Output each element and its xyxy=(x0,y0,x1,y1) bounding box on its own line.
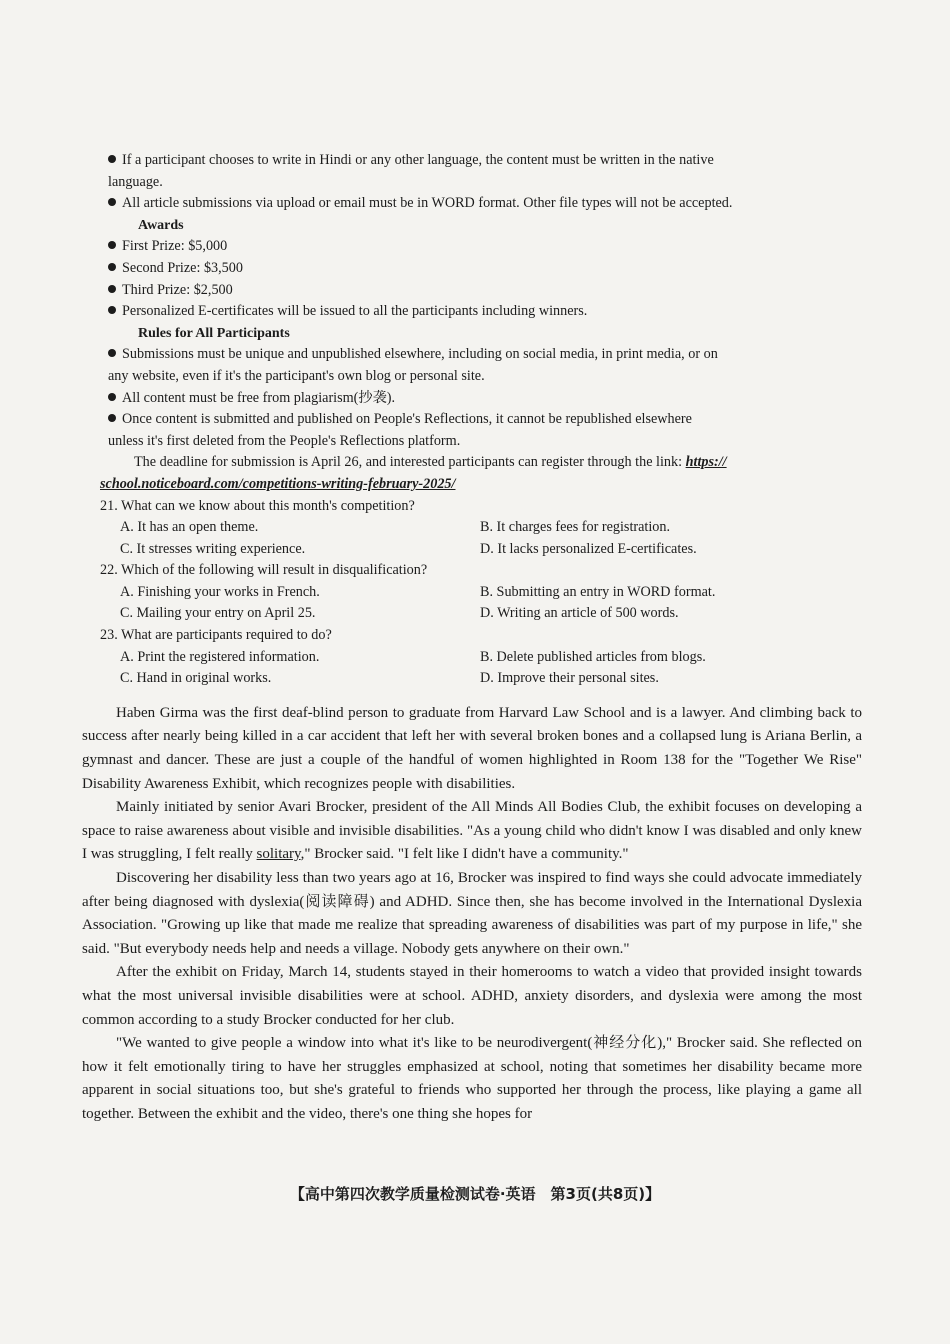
bullet-icon xyxy=(108,241,116,249)
register-link-part2[interactable]: school.noticeboard.com/competitions-writing-february-2025/ xyxy=(100,475,456,492)
option-23a: A. Print the registered information. xyxy=(120,648,320,665)
bullet-icon xyxy=(108,263,116,271)
deadline-link-line xyxy=(82,474,862,496)
passage-paragraph-2: Mainly initiated by senior Avari Brocker, president of the All Minds All Bodies Club, the exhibit focuses on developing a space to raise awareness about visible and invisible disabilities. "As a young child who didn't know I was disabled and only knew I was struggling, I felt really solitary," Brocker said. "I felt like I didn't have a community." xyxy=(82,799,862,863)
bullet-icon xyxy=(108,306,116,314)
option-22a: A. Finishing your works in French. xyxy=(120,583,320,600)
rule-republish: Once content is submitted and published on People's Reflections, it cannot be republished elsewhere xyxy=(82,409,862,431)
bullet-icon xyxy=(108,414,116,422)
passage-paragraph-4: After the exhibit on Friday, March 14, students stayed in their homerooms to watch a video that provided insight towards what the most universal invisible disabilities were at school. ADHD, anxiety disorders, and dyslexia were among the most common according to a study Brocker conducted for her club. xyxy=(82,964,862,1028)
reading-passage xyxy=(82,702,862,1127)
rule-plagiarism: All content must be free from plagiarism(抄袭). xyxy=(82,388,862,410)
rules-heading: Rules for All Participants xyxy=(138,325,290,341)
passage-paragraph-1: Haben Girma was the first deaf-blind person to graduate from Harvard Law School and is a lawyer. And climbing back to success after nearly being killed in a car accident that left her with several broken bones and a collapsed lung is Ariana Berlin, a gymnast and dancer. These are just a couple of the handful of women highlighted in Room 138 for the "Together We Rise" Disability Awareness Exhibit, which recognizes people with disabilities. xyxy=(82,704,862,792)
option-21d: D. It lacks personalized E-certificates. xyxy=(480,540,697,557)
rule-language-cont: language. xyxy=(108,173,163,190)
rule-format: All article submissions via upload or email must be in WORD format. Other file types will not be accepted. xyxy=(82,193,862,215)
page-content xyxy=(82,150,862,1127)
rule-language: If a participant chooses to write in Hindi or any other language, the content must be written in the native xyxy=(82,150,862,172)
option-23d: D. Improve their personal sites. xyxy=(480,670,659,687)
option-22b: B. Submitting an entry in WORD format. xyxy=(480,583,716,600)
question-21-options xyxy=(82,517,862,560)
rule-unique: Submissions must be unique and unpublished elsewhere, including on social media, in print media, or on xyxy=(82,344,862,366)
awards-heading: Awards xyxy=(138,217,184,233)
deadline-line: The deadline for submission is April 26, and interested participants can register through the link: https:// xyxy=(134,454,727,471)
underlined-word: solitary xyxy=(256,846,301,863)
option-22d: D. Writing an article of 500 words. xyxy=(480,605,679,622)
rule-republish-cont: unless it's first deleted from the People's Reflections platform. xyxy=(108,432,461,449)
bullet-icon xyxy=(108,198,116,206)
award-third: Third Prize: $2,500 xyxy=(82,280,862,302)
option-21b: B. It charges fees for registration. xyxy=(480,519,671,536)
bullet-icon xyxy=(108,349,116,357)
passage-paragraph-3: Discovering her disability less than two years ago at 16, Brocker was inspired to find ways she could advocate immediately after being diagnosed with dyslexia(阅读障碍) and ADHD. Since then, she has become involved in the International Dyslexia Association. "Growing up like that made me realize that spreading awareness of disabilities was part of my purpose in life," she said. "But everybody needs help and needs a village. Nobody gets anywhere on their own." xyxy=(82,870,862,957)
bullet-icon xyxy=(108,285,116,293)
option-22c: C. Mailing your entry on April 25. xyxy=(120,605,316,622)
rule-unique-cont: any website, even if it's the participant's own blog or personal site. xyxy=(108,367,485,384)
award-second: Second Prize: $3,500 xyxy=(82,258,862,280)
question-22: 22. Which of the following will result in disqualification? xyxy=(100,562,428,579)
option-23c: C. Hand in original works. xyxy=(120,670,272,687)
award-first: First Prize: $5,000 xyxy=(82,236,862,258)
award-certificates: Personalized E-certificates will be issued to all the participants including winners. xyxy=(82,301,862,323)
passage-paragraph-5: "We wanted to give people a window into what it's like to be neurodivergent(神经分化)," Brocker said. She reflected on how it felt emotionally tiring to have her struggles emphasized at school, noting that sometimes her disability became more apparent in social situations too, but she's grateful to friends who supported her through the process, like playing a game all together. Between the exhibit and the video, there's one thing she hopes for xyxy=(82,1035,862,1122)
question-21: 21. What can we know about this month's competition? xyxy=(100,497,415,514)
bullet-icon xyxy=(108,155,116,163)
option-21c: C. It stresses writing experience. xyxy=(120,540,306,557)
question-23: 23. What are participants required to do? xyxy=(100,627,332,644)
option-23b: B. Delete published articles from blogs. xyxy=(480,648,706,665)
bullet-icon xyxy=(108,393,116,401)
page-footer: 【高中第四次教学质量检测试卷·英语 第3页(共8页)】 xyxy=(289,1185,661,1203)
register-link-part1[interactable]: https:// xyxy=(685,454,727,471)
option-21a: A. It has an open theme. xyxy=(120,519,259,536)
question-22-options xyxy=(82,582,862,625)
question-23-options xyxy=(82,647,862,690)
